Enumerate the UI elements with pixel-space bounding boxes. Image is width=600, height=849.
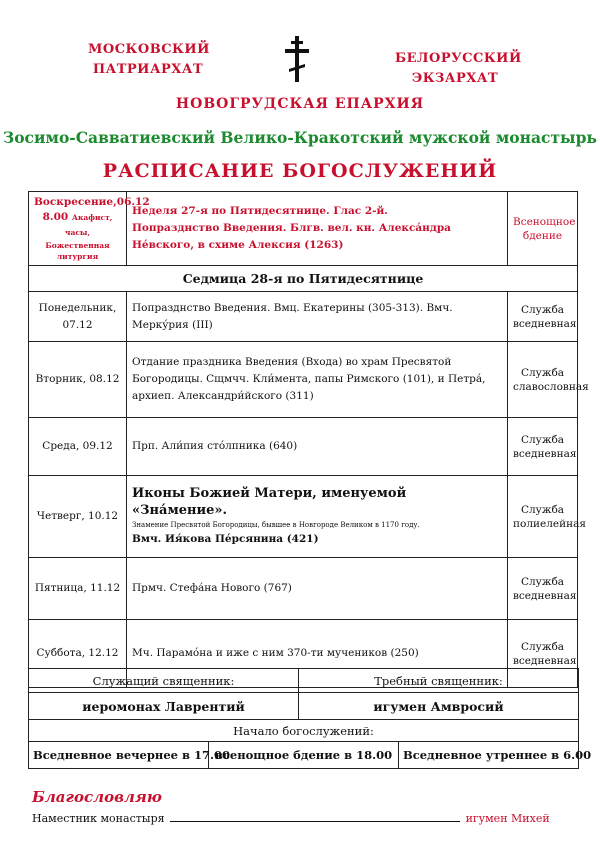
schedule-title: РАСПИСАНИЕ БОГОСЛУЖЕНИЙ — [102, 160, 498, 182]
table-row-day — [29, 342, 578, 418]
time-evening: Вседневное вечернее в 17.00 — [29, 742, 209, 769]
services-begin-label: Начало богослужений: — [29, 720, 579, 742]
treby-priest-label: Требный священник: — [299, 669, 579, 693]
header-right-line1: БЕЛОРУССКИЙ — [395, 51, 522, 66]
sunday-text1: Неделя 27-я по Пятидесятнице. Глас 2-й. — [132, 205, 388, 217]
sedmica-title: Седмица 28-я по Пятидесятнице — [29, 266, 578, 292]
text-cell — [127, 192, 508, 266]
text-cell: Мч. Парамо́на и иже с ним 370-ти мучеников (250) — [127, 620, 508, 688]
feast-note: Знамение Пресвятой Богородицы, бывшее в Новгороде Великом в 1170 году. — [132, 521, 420, 529]
service-cell: Служба полиелейная — [508, 476, 578, 558]
table-row-day — [29, 292, 578, 342]
sunday-note: Божественная литургия — [45, 241, 110, 261]
service-cell: Служба вседневная — [508, 620, 578, 688]
sunday-time: 8.00 — [42, 211, 69, 223]
day-cell: Среда, 09.12 — [29, 418, 127, 476]
monastery-title: Зосимо-Савватиевский Велико-Кракотский мужской монастырь — [3, 128, 597, 147]
signature-blank — [170, 821, 460, 822]
signature-line — [32, 812, 550, 825]
day-cell: Пятница, 11.12 — [29, 558, 127, 620]
feast-text: Вмч. Ия́кова Пе́рсянина (421) — [132, 533, 319, 545]
time-vigil: всенощное бдение в 18.00 — [209, 742, 399, 769]
day-cell: Понедельник, 07.12 — [29, 292, 127, 342]
feast-title: Иконы Божией Матери, именуемой «Зна́мение». — [132, 486, 407, 518]
table-row-day — [29, 476, 578, 558]
table-row — [29, 742, 579, 769]
day-cell — [29, 192, 150, 266]
header-right-line2: ЭКЗАРХАТ — [411, 71, 499, 86]
treby-priest-name: игумен Амвросий — [299, 693, 579, 720]
text-cell: Попразднство Введения. Вмц. Екатерины (305-313). Вмч. Мерку́рия (III) — [127, 292, 508, 342]
sunday-time-note: Акафист, часы, — [64, 213, 113, 237]
text-cell — [127, 476, 508, 558]
text-cell: Прмч. Стефа́на Нового (767) — [127, 558, 508, 620]
signature-prefix: Наместник монастыря — [32, 812, 165, 825]
eparchy-title: НОВОГРУДСКАЯ ЕПАРХИЯ — [175, 96, 425, 112]
service-cell: Служба вседневная — [508, 418, 578, 476]
serving-priest-label: Служащий священник: — [29, 669, 299, 693]
table-row-sunday — [29, 192, 578, 266]
service-cell: Всенощное бдение — [508, 192, 578, 266]
orthodox-cross-icon — [284, 36, 310, 82]
day-cell: Вторник, 08.12 — [29, 342, 127, 418]
table-row — [29, 720, 579, 742]
header-left-line1: МОСКОВСКИЙ — [88, 42, 210, 57]
table-row-sedmica — [29, 266, 578, 292]
staff-table — [28, 668, 592, 769]
sunday-text2: Попразднство Введения. Блгв. вел. кн. Алекса́ндра Не́вского, в схиме Алексия (1263) — [132, 222, 451, 251]
day-cell: Четверг, 10.12 — [29, 476, 127, 558]
header-left — [88, 40, 208, 80]
serving-priest-name: иеромонах Лаврентий — [29, 693, 299, 720]
blessing-label: Благословляю — [32, 788, 162, 806]
table-row-day — [29, 558, 578, 620]
header-right — [395, 49, 522, 89]
text-cell: Отдание праздника Введения (Входа) во храм Пресвятой Богородицы. Сщмчч. Кли́мента, папы Римского (101), и Петра́, архиеп. Александри́йского (311) — [127, 342, 508, 418]
service-cell: Служба славословная — [508, 342, 578, 418]
time-morning: Вседневное утреннее в 6.00 — [399, 742, 579, 769]
header-left-line2: ПАТРИАРХАТ — [92, 62, 204, 77]
schedule-table — [28, 191, 589, 688]
service-cell: Служба вседневная — [508, 292, 578, 342]
table-row — [29, 693, 579, 720]
service-cell: Служба вседневная — [508, 558, 578, 620]
table-row-day — [29, 418, 578, 476]
text-cell: Прп. Али́пия сто́лпника (640) — [127, 418, 508, 476]
day-cell: Суббота, 12.12 — [29, 620, 127, 688]
table-row — [29, 669, 579, 693]
sunday-day: Воскресение,06.12 — [34, 196, 150, 208]
signature-name: игумен Михей — [465, 812, 550, 825]
